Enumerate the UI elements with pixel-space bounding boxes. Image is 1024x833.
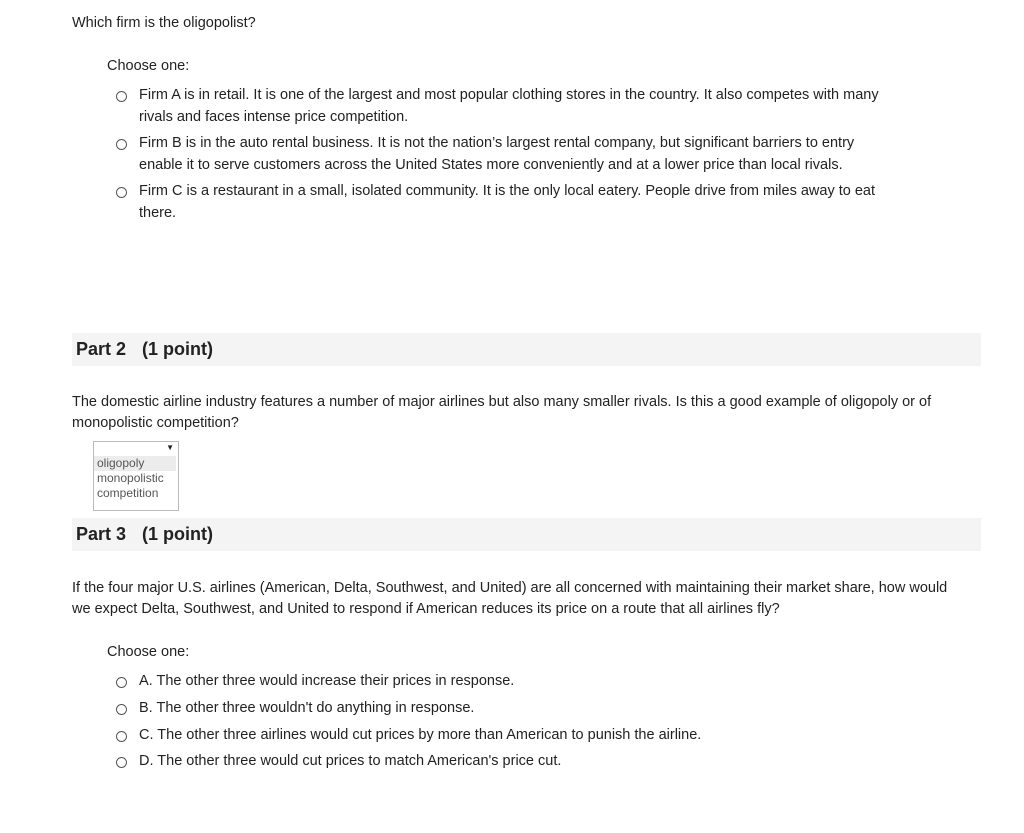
part1-option-c[interactable]	[116, 183, 886, 224]
dropdown-arrow-icon[interactable]: ▼	[166, 443, 174, 452]
dropdown-option-oligopoly[interactable]: oligopoly	[94, 456, 176, 471]
part3-option-b[interactable]	[116, 700, 916, 719]
radio-button[interactable]	[116, 139, 127, 150]
part3-option-a[interactable]	[116, 673, 916, 692]
part2-points: (1 point)	[142, 339, 214, 359]
part3-header	[72, 518, 981, 551]
radio-button[interactable]	[116, 731, 127, 742]
radio-button[interactable]	[116, 757, 127, 768]
part2-header	[72, 333, 981, 366]
part1-option-b-text: Firm B is in the auto rental business. It is not the nation’s largest rental company, but significant barriers to entry enable it to serve customers across the United States more conveniently and at a lower price than local rivals.	[139, 135, 855, 173]
part3-option-b-text: B. The other three wouldn't do anything in response.	[139, 700, 475, 716]
radio-button[interactable]	[116, 187, 127, 198]
part3-question: If the four major U.S. airlines (American, Delta, Southwest, and United) are all concerned with maintaining their market share, how would we expect Delta, Southwest, and United to respond if American reduces its price on a route that all airlines fly?	[72, 580, 948, 617]
part3-points: (1 point)	[142, 524, 214, 544]
part2-title: Part 2	[76, 339, 127, 359]
part3-option-a-text: A. The other three would increase their prices in response.	[139, 673, 515, 689]
part1-option-c-text: Firm C is a restaurant in a small, isolated community. It is the only local eatery. People drive from miles away to eat there.	[139, 183, 876, 221]
radio-button[interactable]	[116, 704, 127, 715]
part1-question: Which firm is the oligopolist?	[72, 15, 256, 31]
part1-choose-label: Choose one:	[107, 58, 190, 74]
answer-dropdown[interactable]	[93, 441, 179, 511]
part2-question: The domestic airline industry features a number of major airlines but also many smaller rivals. Is this a good example of oligopoly or of monopolistic competition?	[72, 394, 932, 431]
part3-option-c-text: C. The other three airlines would cut prices by more than American to punish the airline.	[139, 727, 702, 743]
part3-choose-label: Choose one:	[107, 644, 190, 660]
part1-option-a-text: Firm A is in retail. It is one of the largest and most popular clothing stores in the country. It also competes with many rivals and faces intense price competition.	[139, 87, 879, 125]
radio-button[interactable]	[116, 677, 127, 688]
part3-option-d[interactable]	[116, 753, 916, 772]
dropdown-option-monopolistic-competition[interactable]: monopolistic competition	[97, 471, 164, 500]
dropdown-header[interactable]	[94, 442, 178, 456]
part1-option-b[interactable]	[116, 135, 896, 176]
part1-option-a[interactable]	[116, 87, 886, 128]
part3-option-d-text: D. The other three would cut prices to match American's price cut.	[139, 753, 562, 769]
part3-option-c[interactable]	[116, 727, 916, 746]
part3-title: Part 3	[76, 524, 127, 544]
radio-button[interactable]	[116, 91, 127, 102]
